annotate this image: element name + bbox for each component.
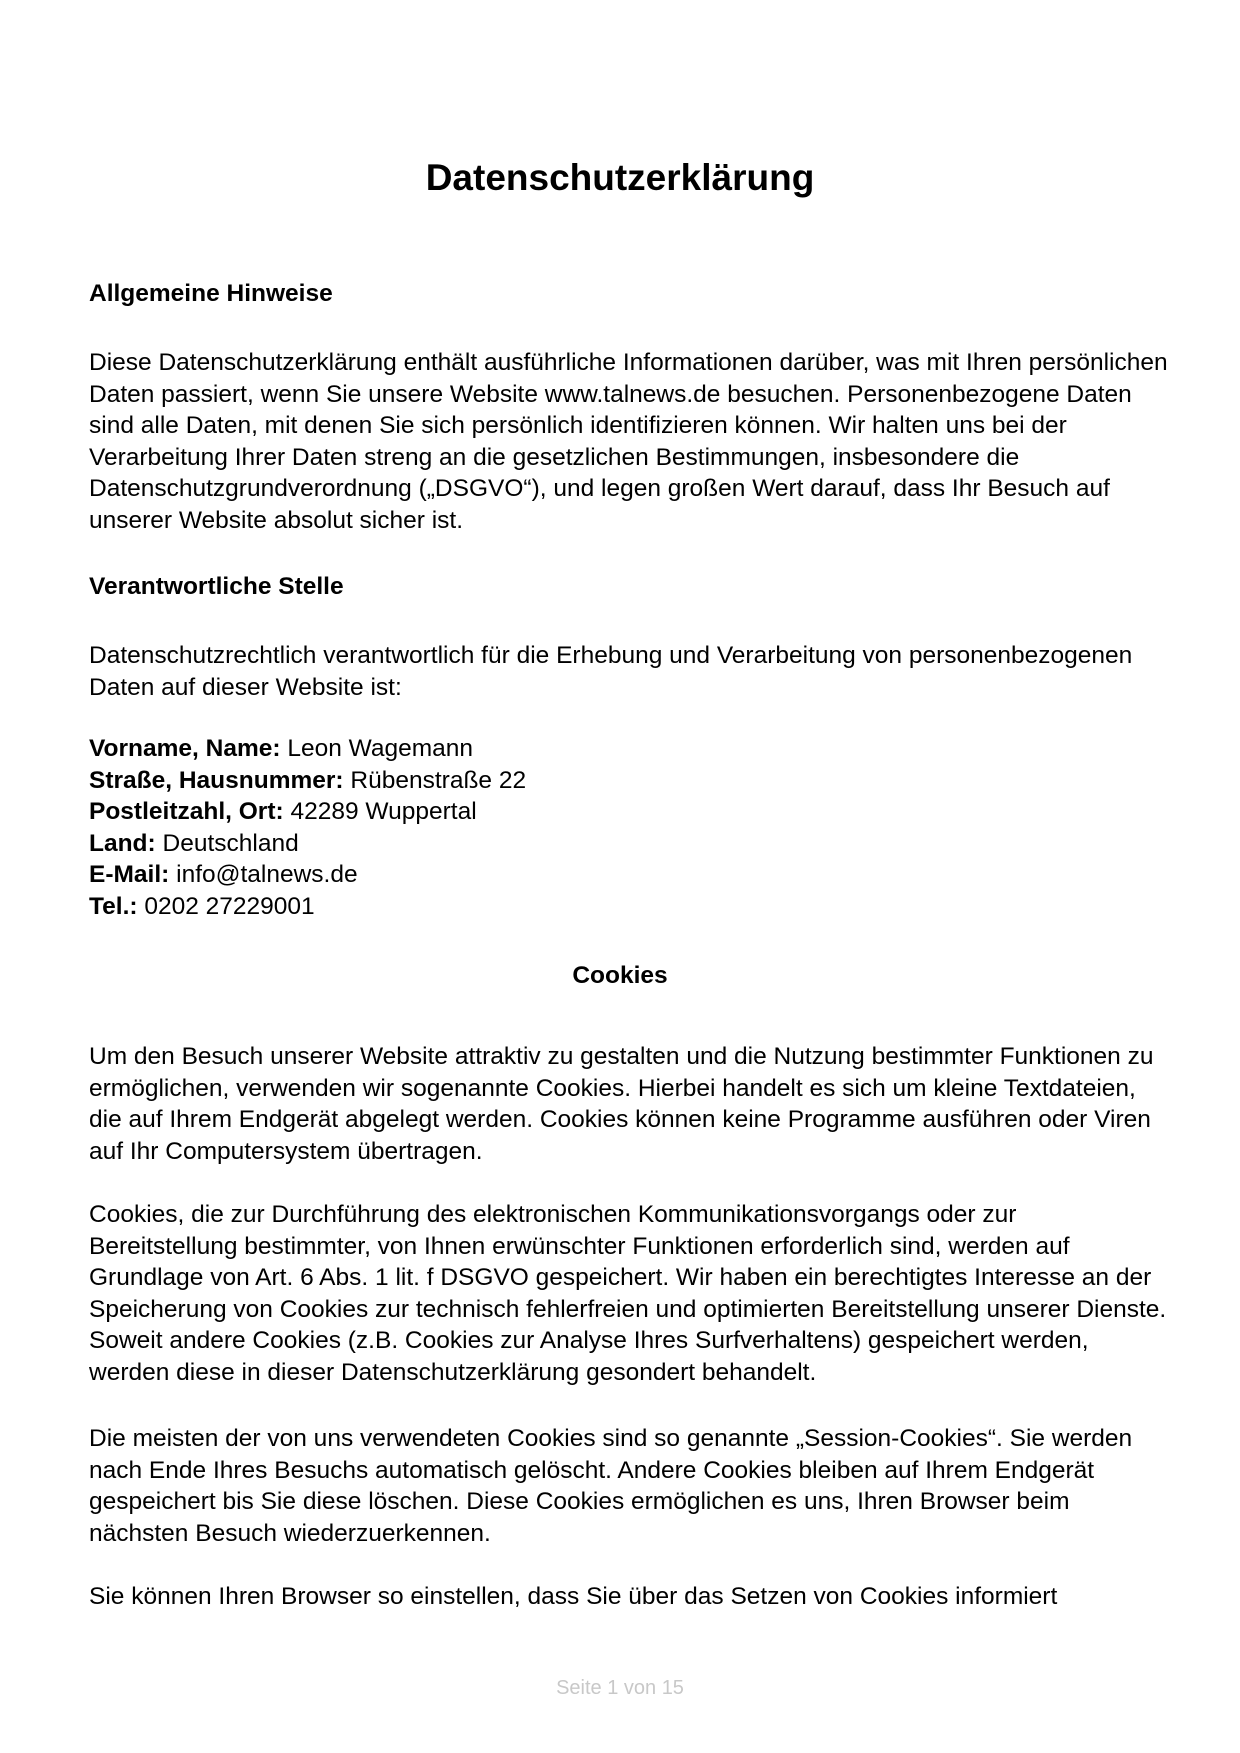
paragraph-cookies-4: Sie können Ihren Browser so einstellen, dass Sie über das Setzen von Cookies informiert: [89, 1583, 1058, 1610]
paragraph-cookies-1: Um den Besuch unserer Website attraktiv zu gestalten und die Nutzung bestimmter Funktionen zu ermöglichen, verwenden wir sogenannte Cookies. Hierbei handelt es sich um kleine Textdateien, die auf Ihrem Endgerät abgelegt werden. Cookies können keine Programme ausführen oder Viren auf Ihr Computersystem übertragen.: [89, 1043, 1154, 1165]
contact-line-country: [89, 828, 1169, 860]
contact-value: Deutschland: [155, 829, 299, 857]
contact-value: Leon Wagemann: [280, 735, 474, 762]
contact-block: [89, 733, 1169, 922]
contact-line-street: [89, 765, 1169, 797]
section-heading-general: Allgemeine Hinweise: [89, 280, 333, 307]
paragraph-cookies-3: Die meisten der von uns verwendeten Cookies sind so genannte „Session-Cookies“. Sie werden nach Ende Ihres Besuchs automatisch gelöscht. Andere Cookies bleiben auf Ihrem Endgerät gespeichert bis Sie diese löschen. Diese Cookies ermöglichen es uns, Ihren Browser beim nächsten Besuch wiederzuerkennen.: [89, 1425, 1133, 1547]
contact-label: Straße, Hausnummer:: [89, 766, 344, 794]
cookies-body-1: [89, 1041, 1169, 1167]
paragraph-cookies-2: Cookies, die zur Durchführung des elektronischen Kommunikationsvorgangs oder zur Bereitstellung bestimmter, von Ihnen erwünschter Funktionen erforderlich sind, werden auf Grundlage von Art. 6 Abs. 1 lit. f DSGVO gespeichert. Wir haben ein berechtigtes Interesse an der Speicherung von Cookies zur technisch fehlerfreien und optimierten Bereitstellung unserer Dienste. Soweit andere Cookies (z.B. Cookies zur Analyse Ihres Surfverhaltens) gespeichert werden, werden diese in dieser Datenschutzerklärung gesondert behandelt.: [89, 1201, 1167, 1386]
contact-value: info@talnews.de: [169, 861, 358, 888]
cookies-body-2: [89, 1199, 1169, 1388]
section-general: [89, 278, 1169, 310]
contact-value: 0202 27229001: [137, 892, 315, 920]
paragraph-general: Diese Datenschutzerklärung enthält ausführliche Informationen darüber, was mit Ihren persönlichen Daten passiert, wenn Sie unsere Website www.talnews.de besuchen. Personenbezogene Daten sind alle Daten, mit denen Sie sich persönlich identifizieren können. Wir halten uns bei der Verarbeitung Ihrer Daten streng an die gesetzlichen Bestimmungen, insbesondere die Datenschutzgrundverordnung („DSGVO“), und legen großen Wert darauf, dass Ihr Besuch auf unserer Website absolut sicher ist.: [89, 349, 1168, 534]
contact-value: Rübenstraße 22: [343, 766, 527, 794]
section-general-body: [89, 347, 1169, 536]
contact-line-phone: [89, 891, 1169, 923]
contact-label: Land:: [89, 829, 156, 857]
contact-label: Postleitzahl, Ort:: [89, 798, 284, 825]
cookies-body-4: [89, 1581, 1169, 1613]
contact-label: E-Mail:: [89, 861, 170, 888]
cookies-body-3: [89, 1423, 1169, 1549]
section-heading-responsible: Verantwortliche Stelle: [89, 573, 344, 600]
contact-label: Tel.:: [89, 892, 138, 920]
contact-line-city: [89, 796, 1169, 828]
page-number-footer: Seite 1 von 15: [556, 1677, 684, 1699]
section-responsible: [89, 571, 1169, 603]
document-title: Datenschutzerklärung: [425, 157, 815, 198]
contact-value: 42289 Wuppertal: [283, 798, 477, 825]
paragraph-responsible: Datenschutzrechtlich verantwortlich für die Erhebung und Verarbeitung von personenbezogenen Daten auf dieser Website ist:: [89, 642, 1133, 701]
section-heading-cookies: Cookies: [572, 962, 668, 989]
contact-line-email: [89, 859, 1169, 891]
section-responsible-body: [89, 640, 1169, 703]
contact-label: Vorname, Name:: [89, 735, 281, 762]
contact-line-name: [89, 733, 1169, 765]
